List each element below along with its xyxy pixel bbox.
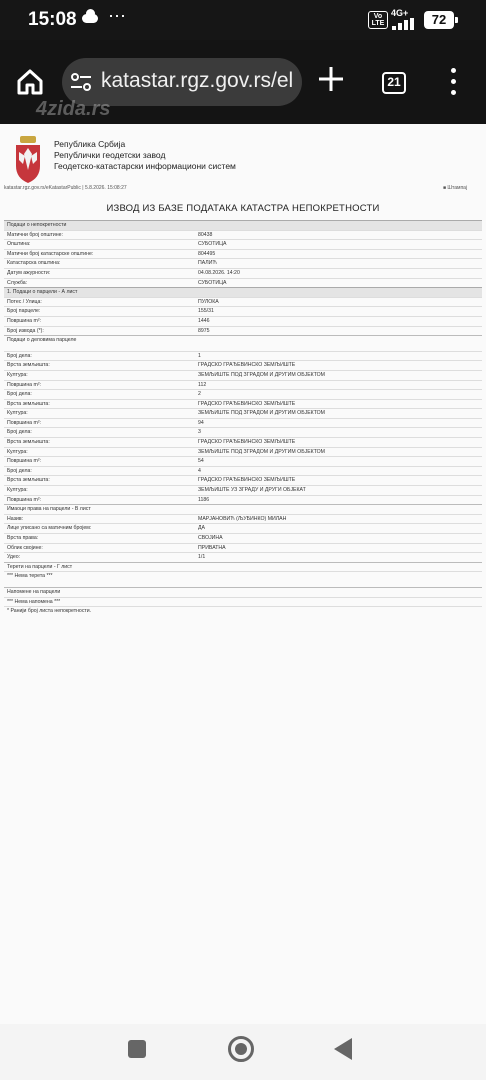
row-label: Површина m²: — [7, 458, 41, 465]
table-row — [4, 306, 482, 316]
row-label: Култура: — [7, 371, 28, 378]
row-label: Служба: — [7, 279, 28, 286]
row-label: Број парцеле: — [7, 308, 41, 315]
new-tab-icon[interactable] — [316, 64, 346, 94]
row-label: Удео: — [7, 554, 21, 561]
row-label: Врста земљишта: — [7, 439, 50, 446]
row-label: Назив: — [7, 515, 24, 522]
row-label: Напомене на парцели — [7, 588, 61, 595]
section-header — [4, 220, 482, 230]
table-row — [4, 571, 482, 581]
system-nav-bar — [0, 1024, 486, 1080]
row-value: 1/1 — [198, 554, 206, 561]
row-label: Лице уписано са матичним бројем: — [7, 525, 92, 532]
row-label: Број дела: — [7, 352, 32, 359]
row-value: 1186 — [198, 496, 210, 503]
site-settings-icon[interactable] — [70, 72, 92, 92]
table-row — [4, 533, 482, 543]
network-type: 4G+ — [391, 8, 409, 18]
row-label: Општина: — [7, 241, 31, 248]
row-value: 112 — [198, 381, 207, 388]
row-label: Површина m²: — [7, 317, 41, 324]
table-row — [4, 278, 482, 288]
subsection-header — [4, 504, 482, 514]
home-button-icon[interactable] — [228, 1036, 254, 1062]
clock: 15:08 — [28, 9, 77, 30]
institution-name: Република Србија Републички геодетски завод Геодетско-катастарски информациони систем — [54, 139, 236, 171]
row-value: СУБОТИЦА — [198, 279, 227, 286]
row-value: ЗЕМЉИШТЕ ПОД ЗГРАДОМ И ДРУГИМ ОБЈЕКТОМ — [198, 410, 325, 417]
row-label: *** Нема напомена *** — [7, 598, 61, 605]
row-value: ГРАДСКО ГРАЂЕВИНСКО ЗЕМЉИШТЕ — [198, 477, 296, 484]
row-value: 94 — [198, 419, 204, 426]
row-value: 804495 — [198, 250, 216, 257]
row-label: Матични број катастарске општине: — [7, 250, 94, 257]
table-row — [4, 456, 482, 466]
row-label: 1. Подаци о парцели - А лист — [7, 289, 78, 296]
table-row — [4, 380, 482, 390]
row-label: Број дела: — [7, 429, 32, 436]
source-url: katastar.rgz.gov.rs/eKatastarPublic | 5.8.2026. 15:08:27 — [4, 185, 127, 191]
row-value: 1 — [198, 352, 201, 359]
table-row — [4, 370, 482, 380]
row-label: Број извода (*): — [7, 327, 44, 334]
row-label: Број дела: — [7, 391, 32, 398]
table-row — [4, 543, 482, 553]
table-row — [4, 360, 482, 370]
row-value: ЗЕМЉИШТЕ ПОД ЗГРАДОМ И ДРУГИМ ОБЈЕКТОМ — [198, 371, 325, 378]
row-value: ЗЕМЉИШТЕ ПОД ЗГРАДОМ И ДРУГИМ ОБЈЕКТОМ — [198, 448, 325, 455]
table-row — [4, 523, 482, 533]
table-row — [4, 389, 482, 399]
row-label: Подаци о непокретности — [7, 222, 67, 228]
table-row — [4, 408, 482, 418]
table-row — [4, 447, 482, 457]
row-value: ПАЛИЋ — [198, 260, 217, 267]
row-value: 54 — [198, 458, 204, 465]
subsection-header — [4, 335, 482, 345]
battery-icon: 72 — [424, 11, 454, 29]
row-value: 1446 — [198, 317, 210, 324]
table-row — [4, 258, 482, 268]
row-label: Култура: — [7, 487, 28, 494]
more-menu-icon[interactable] — [448, 68, 460, 96]
table-row — [4, 351, 482, 361]
home-icon[interactable] — [16, 68, 44, 96]
table-row — [4, 606, 482, 616]
row-label: Датум ажурности: — [7, 269, 51, 276]
row-label: Врста права: — [7, 535, 39, 541]
more-notifications-icon: ⋯ — [108, 6, 127, 26]
section-header — [4, 287, 482, 297]
row-label: *** Нема терета *** — [7, 573, 53, 580]
document-page — [0, 124, 486, 1024]
table-row — [4, 230, 482, 240]
table-row — [4, 268, 482, 278]
row-label: Број дела: — [7, 467, 32, 474]
table-row — [4, 437, 482, 447]
row-label: Имаоци права на парцели - В лист — [7, 506, 91, 513]
row-label: Катастарска општина: — [7, 260, 61, 267]
row-label: Површина m²: — [7, 381, 41, 388]
watermark: 4zida.rs — [36, 98, 111, 120]
row-value: ЗЕМЉИШТЕ УЗ ЗГРАДУ И ДРУГИ ОБЈЕКАТ — [198, 487, 306, 494]
table-row — [4, 552, 482, 562]
row-value: 155/31 — [198, 308, 214, 315]
table-row — [4, 249, 482, 259]
row-label: Потес / Улица: — [7, 298, 42, 305]
row-label: Површина m²: — [7, 496, 41, 503]
row-value: ГРАДСКО ГРАЂЕВИНСКО ЗЕМЉИШТЕ — [198, 400, 296, 407]
table-row — [4, 475, 482, 485]
table-row — [4, 466, 482, 476]
row-label: Врста земљишта: — [7, 400, 50, 407]
row-label: Култура: — [7, 410, 28, 417]
tab-switcher-button[interactable]: 21 — [382, 72, 406, 94]
subsection-header — [4, 562, 482, 572]
status-bar — [0, 0, 486, 40]
row-value: 8975 — [198, 327, 210, 334]
row-label: Подаци о деловима парцеле — [7, 337, 77, 344]
serbian-coat-of-arms-icon — [14, 136, 42, 184]
row-value: 3 — [198, 429, 201, 436]
url-text[interactable]: katastar.rgz.gov.rs/el — [101, 69, 294, 92]
table-row — [4, 297, 482, 307]
row-value: СУБОТИЦА — [198, 241, 227, 248]
row-value: ГРАДСКО ГРАЂЕВИНСКО ЗЕМЉИШТЕ — [198, 362, 296, 369]
table-row — [4, 427, 482, 437]
row-label: Терети на парцели - Г лист — [7, 563, 73, 570]
table-row — [4, 399, 482, 409]
table-row — [4, 514, 482, 524]
row-label: Површина m²: — [7, 419, 41, 426]
row-value: ДА — [198, 525, 205, 532]
table-row — [4, 485, 482, 495]
subsection-header — [4, 587, 482, 597]
signal-icon — [392, 18, 416, 30]
table-row — [4, 239, 482, 249]
page-title: ИЗВОД ИЗ БАЗЕ ПОДАТАКА КАТАСТРА НЕПОКРЕТНОСТИ — [106, 203, 380, 214]
row-value: ПРИВАТНА — [198, 544, 226, 551]
table-row — [4, 326, 482, 336]
row-value: 2 — [198, 391, 201, 398]
table-row — [4, 418, 482, 428]
print-link[interactable]: ■ Штампај — [443, 185, 467, 191]
row-label: Врста земљишта: — [7, 477, 50, 484]
row-label: Матични број општине: — [7, 231, 63, 238]
back-icon[interactable] — [334, 1038, 352, 1060]
property-table — [4, 220, 482, 616]
row-value: МАРЈАНОВИЋ (ЉУБИНКО) МИЛАН — [198, 515, 287, 522]
row-label: Култура: — [7, 448, 28, 455]
cloud-icon — [82, 14, 98, 23]
row-label: Врста земљишта: — [7, 362, 50, 369]
table-row — [4, 495, 482, 505]
volte-icon: Vo LTE — [368, 11, 388, 29]
row-label: * Ранији број листа непокретности. — [7, 608, 92, 615]
row-value: 80438 — [198, 231, 213, 238]
row-label: Облик својине: — [7, 544, 43, 551]
table-row — [4, 316, 482, 326]
table-row — [4, 597, 482, 607]
row-value: 04.08.2026. 14:20 — [198, 269, 240, 276]
recents-icon[interactable] — [128, 1040, 146, 1058]
row-value: СВОЈИНА — [198, 535, 223, 541]
row-value: 4 — [198, 467, 201, 474]
row-value: ГРАДСКО ГРАЂЕВИНСКО ЗЕМЉИШТЕ — [198, 439, 296, 446]
row-value: ПУЛОКА — [198, 298, 219, 305]
